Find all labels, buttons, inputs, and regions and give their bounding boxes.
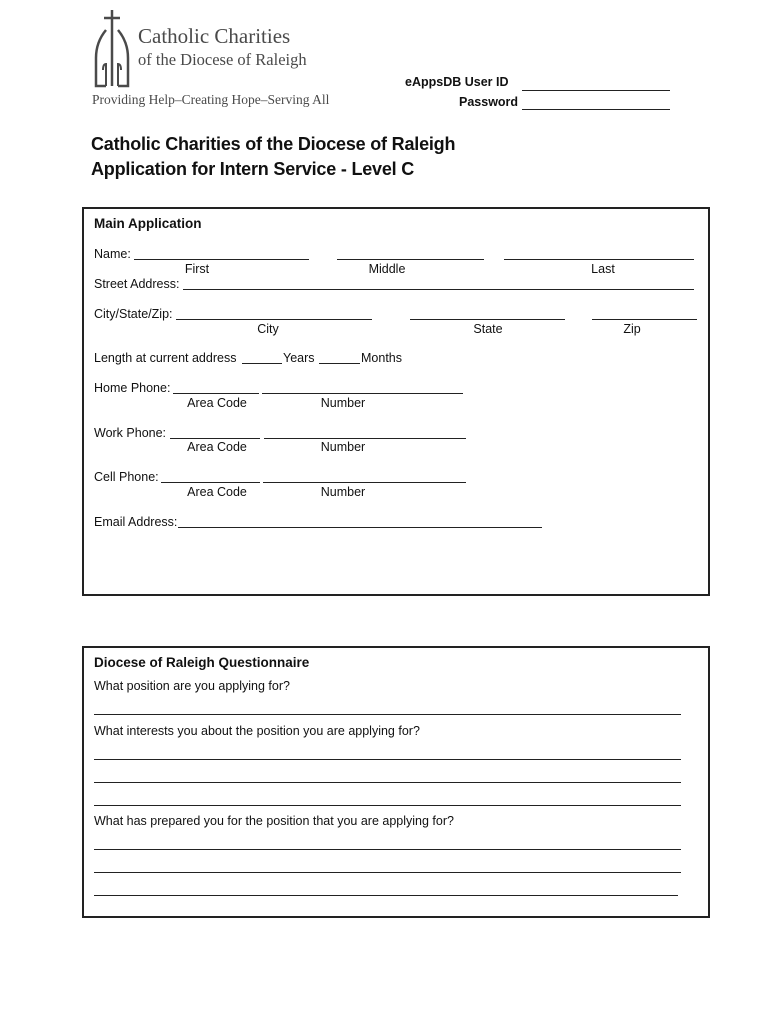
user-id-field[interactable] <box>522 90 670 91</box>
answer-preparation-line-3[interactable] <box>94 895 678 896</box>
work-phone-area-code-field[interactable] <box>170 438 260 439</box>
logo-subtitle: of the Diocese of Raleigh <box>138 50 307 69</box>
logo-tagline: Providing Help–Creating Hope–Serving All <box>92 92 330 107</box>
questionnaire-heading: Diocese of Raleigh Questionnaire <box>94 655 310 670</box>
password-label: Password <box>459 95 519 109</box>
page-subtitle: Application for Intern Service - Level C <box>91 159 415 179</box>
email-address-field[interactable] <box>178 527 542 528</box>
logo-title: Catholic Charities <box>138 24 291 48</box>
cell-phone-area-code-field[interactable] <box>161 482 260 483</box>
home-phone-number-field[interactable] <box>262 393 463 394</box>
cell-area-code-caption: Area Code <box>187 485 247 499</box>
main-application-heading: Main Application <box>94 216 202 231</box>
answer-interests-line-2[interactable] <box>94 782 681 783</box>
years-field[interactable] <box>242 363 282 364</box>
first-caption: First <box>184 262 210 276</box>
middle-caption: Middle <box>368 262 406 276</box>
length-at-address-label: Length at current address <box>94 351 237 365</box>
home-phone-area-code-field[interactable] <box>173 393 259 394</box>
work-phone-label: Work Phone: <box>94 426 167 440</box>
question-preparation: What has prepared you for the position that you are applying for? <box>94 814 454 828</box>
home-number-caption: Number <box>320 396 366 410</box>
months-field[interactable] <box>319 363 360 364</box>
cell-phone-number-field[interactable] <box>263 482 466 483</box>
city-field[interactable] <box>176 319 372 320</box>
page-title: Catholic Charities of the Diocese of Raleigh <box>91 134 456 154</box>
email-address-label: Email Address: <box>94 515 178 529</box>
work-number-caption: Number <box>320 440 366 454</box>
catholic-charities-logo-icon <box>92 8 132 88</box>
first-name-field[interactable] <box>134 259 309 260</box>
city-state-zip-label: City/State/Zip: <box>94 307 173 321</box>
answer-interests-line-3[interactable] <box>94 805 681 806</box>
state-field[interactable] <box>410 319 565 320</box>
street-address-label: Street Address: <box>94 277 180 291</box>
zip-caption: Zip <box>623 322 641 336</box>
zip-field[interactable] <box>592 319 697 320</box>
home-phone-label: Home Phone: <box>94 381 171 395</box>
years-label: Years <box>283 351 315 365</box>
middle-name-field[interactable] <box>337 259 484 260</box>
name-label: Name: <box>94 247 131 261</box>
password-field[interactable] <box>522 109 670 110</box>
last-name-field[interactable] <box>504 259 694 260</box>
answer-preparation-line-2[interactable] <box>94 872 681 873</box>
home-area-code-caption: Area Code <box>187 396 247 410</box>
months-label: Months <box>361 351 402 365</box>
cell-number-caption: Number <box>320 485 366 499</box>
work-phone-number-field[interactable] <box>264 438 466 439</box>
answer-position-line-1[interactable] <box>94 714 681 715</box>
state-caption: State <box>473 322 503 336</box>
answer-interests-line-1[interactable] <box>94 759 681 760</box>
street-address-field[interactable] <box>183 289 694 290</box>
answer-preparation-line-1[interactable] <box>94 849 681 850</box>
user-id-label: eAppsDB User ID <box>405 75 509 89</box>
last-caption: Last <box>591 262 615 276</box>
question-interests: What interests you about the position you are applying for? <box>94 724 420 738</box>
question-position: What position are you applying for? <box>94 679 290 693</box>
work-area-code-caption: Area Code <box>187 440 247 454</box>
cell-phone-label: Cell Phone: <box>94 470 159 484</box>
city-caption: City <box>257 322 279 336</box>
